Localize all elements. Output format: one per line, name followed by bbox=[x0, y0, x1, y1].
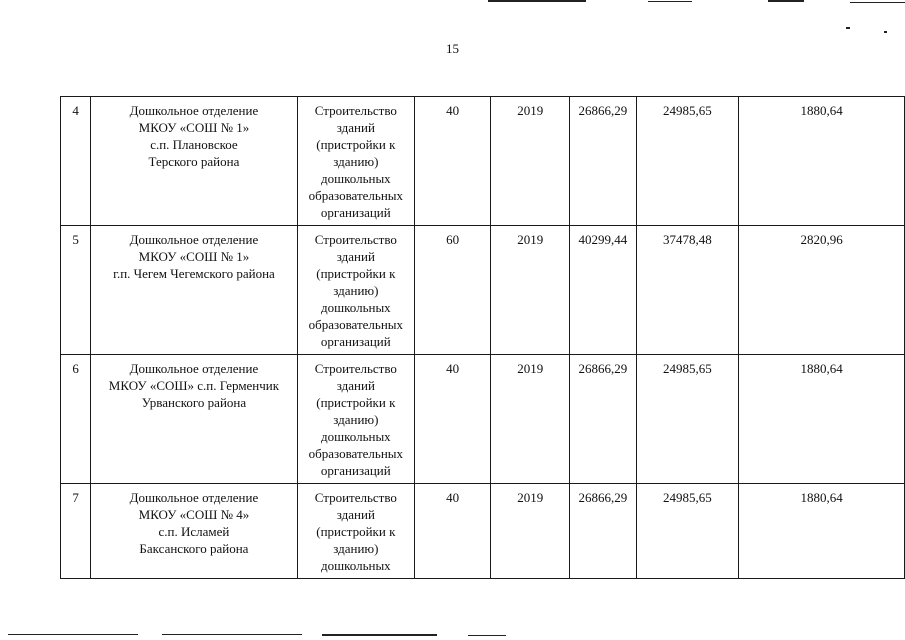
scan-mark-top-4 bbox=[850, 2, 905, 3]
federal-funds-cell: 37478,48 bbox=[636, 226, 739, 355]
scan-mark-bottom-2 bbox=[162, 634, 302, 635]
scan-mark-bottom-3 bbox=[322, 634, 437, 636]
page-number: 15 bbox=[446, 41, 459, 56]
total-cost-cell: 26866,29 bbox=[570, 484, 636, 579]
facility-name-line: МКОУ «СОШ» с.п. Герменчик bbox=[108, 378, 280, 393]
facility-name-line: Дошкольное отделение bbox=[129, 232, 259, 247]
facility-name-line: МКОУ «СОШ № 1» bbox=[138, 249, 250, 264]
facility-name-line: г.п. Чегем Чегемского района bbox=[113, 266, 275, 281]
facility-name-cell bbox=[91, 97, 298, 226]
facility-name-line: Дошкольное отделение bbox=[129, 103, 259, 118]
table-row bbox=[61, 97, 905, 226]
year-cell: 2019 bbox=[491, 97, 570, 226]
row-number-cell: 6 bbox=[61, 355, 91, 484]
work-type-line: дошкольных bbox=[320, 300, 391, 315]
work-type-line: зданий bbox=[336, 249, 375, 264]
year-cell: 2019 bbox=[491, 226, 570, 355]
row-number-cell: 7 bbox=[61, 484, 91, 579]
facility-name-cell bbox=[91, 484, 298, 579]
table-row bbox=[61, 355, 905, 484]
work-type-line: организаций bbox=[320, 205, 391, 220]
work-type-line: зданий bbox=[336, 507, 375, 522]
work-type-line: дошкольных bbox=[320, 429, 391, 444]
row-number-cell: 4 bbox=[61, 97, 91, 226]
work-type-line: (пристройки к bbox=[316, 395, 396, 410]
facility-name-line: Дошкольное отделение bbox=[129, 361, 259, 376]
work-type-cell bbox=[297, 97, 414, 226]
scan-mark-top-1 bbox=[488, 0, 586, 2]
work-type-line: зданий bbox=[336, 120, 375, 135]
work-type-line: (пристройки к bbox=[316, 266, 396, 281]
capacity-cell: 40 bbox=[414, 484, 490, 579]
work-type-line: зданию) bbox=[333, 541, 379, 556]
facility-name-line: Урванского района bbox=[141, 395, 247, 410]
facilities-table bbox=[60, 96, 905, 579]
facility-name-line: Дошкольное отделение bbox=[129, 490, 259, 505]
scan-mark-bottom-1 bbox=[8, 634, 138, 635]
facility-name-line: с.п. Исламей bbox=[158, 524, 230, 539]
regional-funds-cell: 1880,64 bbox=[739, 484, 905, 579]
work-type-cell bbox=[297, 355, 414, 484]
table-row bbox=[61, 226, 905, 355]
table-row bbox=[61, 484, 905, 579]
federal-funds-cell: 24985,65 bbox=[636, 97, 739, 226]
total-cost-cell: 40299,44 bbox=[570, 226, 636, 355]
federal-funds-cell: 24985,65 bbox=[636, 484, 739, 579]
scan-mark-dot-1 bbox=[846, 27, 850, 29]
total-cost-cell: 26866,29 bbox=[570, 97, 636, 226]
scan-mark-dot-2 bbox=[884, 31, 887, 33]
facility-name-line: МКОУ «СОШ № 4» bbox=[138, 507, 250, 522]
work-type-line: (пристройки к bbox=[316, 524, 396, 539]
facility-name-line: Терского района bbox=[148, 154, 240, 169]
scan-mark-top-2 bbox=[648, 1, 692, 2]
work-type-cell bbox=[297, 484, 414, 579]
work-type-line: образовательных bbox=[308, 446, 404, 461]
work-type-line: образовательных bbox=[308, 317, 404, 332]
work-type-line: зданию) bbox=[333, 283, 379, 298]
work-type-line: (пристройки к bbox=[316, 137, 396, 152]
work-type-line: организаций bbox=[320, 334, 391, 349]
year-cell: 2019 bbox=[491, 355, 570, 484]
work-type-line: зданий bbox=[336, 378, 375, 393]
facility-name-line: с.п. Плановское bbox=[150, 137, 238, 152]
work-type-line: зданию) bbox=[333, 412, 379, 427]
scan-mark-top-3 bbox=[768, 0, 804, 2]
work-type-line: дошкольных bbox=[320, 171, 391, 186]
regional-funds-cell: 1880,64 bbox=[739, 97, 905, 226]
capacity-cell: 60 bbox=[414, 226, 490, 355]
work-type-line: организаций bbox=[320, 463, 391, 478]
total-cost-cell: 26866,29 bbox=[570, 355, 636, 484]
capacity-cell: 40 bbox=[414, 97, 490, 226]
facility-name-line: Баксанского района bbox=[139, 541, 249, 556]
work-type-line: Строительство bbox=[314, 361, 397, 376]
facility-name-cell bbox=[91, 226, 298, 355]
work-type-line: дошкольных bbox=[320, 558, 391, 573]
facility-name-line: МКОУ «СОШ № 1» bbox=[138, 120, 250, 135]
work-type-cell bbox=[297, 226, 414, 355]
work-type-line: Строительство bbox=[314, 103, 397, 118]
regional-funds-cell: 1880,64 bbox=[739, 355, 905, 484]
work-type-line: Строительство bbox=[314, 232, 397, 247]
facility-name-cell bbox=[91, 355, 298, 484]
regional-funds-cell: 2820,96 bbox=[739, 226, 905, 355]
federal-funds-cell: 24985,65 bbox=[636, 355, 739, 484]
work-type-line: Строительство bbox=[314, 490, 397, 505]
row-number-cell: 5 bbox=[61, 226, 91, 355]
year-cell: 2019 bbox=[491, 484, 570, 579]
work-type-line: образовательных bbox=[308, 188, 404, 203]
facilities-table-body bbox=[61, 97, 905, 579]
work-type-line: зданию) bbox=[333, 154, 379, 169]
scan-mark-bottom-4 bbox=[468, 635, 506, 636]
capacity-cell: 40 bbox=[414, 355, 490, 484]
